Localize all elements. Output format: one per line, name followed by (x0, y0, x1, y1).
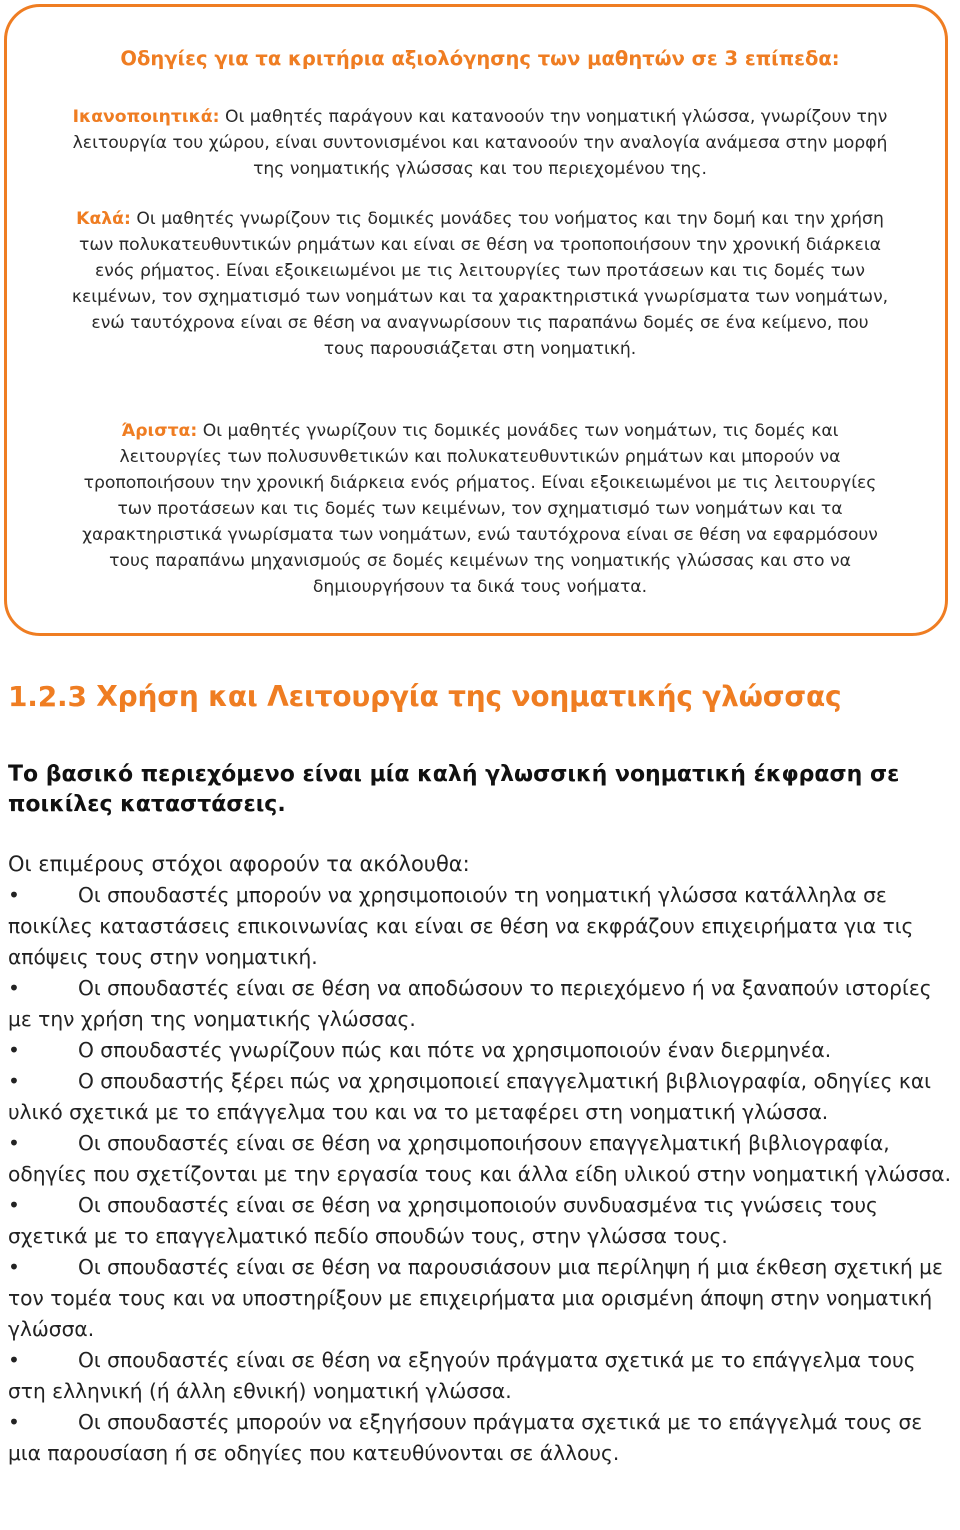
list-item (8, 1407, 953, 1469)
criteria-level-text: Οι μαθητές γνωρίζουν τις δομικές μονάδες του νοήματος και την δομή και την χρήση των πολυκατευθυντικών ρημάτων και είναι σε θέση να τροποποιήσουν την χρονική διάρκεια ενός ρήματος. Είναι εξοικειωμένοι με τις λειτουργίες των προτάσεων και τις δομές των κειμένων, τον σχηματισμό των νοημάτων και τα χαρακτηριστικά γνωρίσματα των νοημάτων, ενώ ταυτόχρονα είναι σε θέση να αναγνωρίσουν τις παραπάνω δομές σε ένα κείμενο, που τους παρουσιάζεται στη νοηματική. (71, 209, 889, 359)
list-item (8, 973, 953, 1035)
criteria-level-good (70, 206, 890, 362)
criteria-level-label: Καλά: (76, 209, 131, 229)
bullet-icon: • (8, 1193, 20, 1217)
objectives-list (8, 880, 953, 1469)
bullet-icon: • (8, 976, 20, 1000)
bullet-icon: • (8, 1038, 20, 1062)
objective-text: Οι σπουδαστές είναι σε θέση να παρουσιάσουν μια περίληψη ή μια έκθεση σχετική με τον τομέα τους και να υποστηρίξουν με επιχειρήματα μια ορισμένη άποψη στην νοηματική γλώσσα. (8, 1255, 943, 1341)
objective-text: Οι σπουδαστές είναι σε θέση να αποδώσουν το περιεχόμενο ή να ξαναπούν ιστορίες με την χρήση της νοηματικής γλώσσας. (8, 976, 932, 1031)
objective-text: Ο σπουδαστές γνωρίζουν πώς και πότε να χρησιμοποιούν έναν διερμηνέα. (78, 1038, 832, 1062)
criteria-level-text: Οι μαθητές παράγουν και κατανοούν την νοηματική γλώσσα, γνωρίζουν την λειτουργία του χώρου, είναι συντονισμένοι και κατανοούν την αναλογία ανάμεσα στην μορφή της νοηματικής γλώσσας και του περιεχομένου της. (72, 107, 888, 179)
objective-text: Οι σπουδαστές είναι σε θέση να εξηγούν πράγματα σχετικά με το επάγγελμα τους στη ελληνική (ή άλλη εθνική) νοηματική γλώσσα. (8, 1348, 916, 1403)
objectives-intro: Οι επιμέρους στόχοι αφορούν τα ακόλουθα: (8, 852, 470, 876)
criteria-level-label: Ικανοποιητικά: (72, 107, 220, 127)
list-item (8, 1345, 953, 1407)
bullet-icon: • (8, 1348, 20, 1372)
bullet-icon: • (8, 1131, 20, 1155)
bullet-icon: • (8, 883, 20, 907)
criteria-level-text: Οι μαθητές γνωρίζουν τις δομικές μονάδες των νοημάτων, τις δομές και λειτουργίες των πολυσυνθετικών και πολυκατευθυντικών ρημάτων και μπορούν να τροποποιήσουν την χρονική διάρκεια ενός ρήματος. Είναι εξοικειωμένοι με τις λειτουργίες των προτάσεων και τις δομές των κειμένων, τον σχηματισμό των νοημάτων και τα χαρακτηριστικά γνωρίσματα των νοημάτων, ενώ ταυτόχρονα είναι σε θέση να εφαρμόσουν τους παραπάνω μηχανισμούς σε δομές κειμένων της νοηματικής γλώσσας και στο να δημιουργήσουν τα δικά τους νοήματα. (82, 421, 878, 597)
list-item (8, 880, 953, 973)
objective-text: Οι σπουδαστές μπορούν να εξηγήσουν πράγματα σχετικά με το επάγγελμά τους σε μια παρουσίαση ή σε οδηγίες που κατευθύνονται σε άλλους. (8, 1410, 923, 1465)
list-item (8, 1190, 953, 1252)
objective-text: Ο σπουδαστής ξέρει πώς να χρησιμοποιεί επαγγελματική βιβλιογραφία, οδηγίες και υλικό σχετικά με το επάγγελμα του και να το μεταφέρει στη νοηματική γλώσσα. (8, 1069, 931, 1124)
list-item (8, 1035, 953, 1066)
bullet-icon: • (8, 1410, 20, 1434)
criteria-level-satisfactory (60, 104, 900, 182)
list-item (8, 1128, 953, 1190)
criteria-box-title: Οδηγίες για τα κριτήρια αξιολόγησης των μαθητών σε 3 επίπεδα: (120, 47, 840, 70)
section-lead: Το βασικό περιεχόμενο είναι μία καλή γλωσσική νοηματική έκφραση σε ποικίλες καταστάσεις. (8, 762, 900, 817)
bullet-icon: • (8, 1069, 20, 1093)
list-item (8, 1252, 953, 1345)
list-item (8, 1066, 953, 1128)
section-heading: 1.2.3 Χρήση και Λειτουργία της νοηματικής γλώσσας (8, 680, 842, 713)
objective-text: Οι σπουδαστές είναι σε θέση να χρησιμοποιούν συνδυασμένα τις γνώσεις τους σχετικά με το επαγγελματικό πεδίο σπουδών τους, στην γλώσσα τους. (8, 1193, 878, 1248)
criteria-level-label: Άριστα: (121, 421, 198, 441)
objective-text: Οι σπουδαστές μπορούν να χρησιμοποιούν τη νοηματική γλώσσα κατάλληλα σε ποικίλες καταστάσεις επικοινωνίας και είναι σε θέση να εκφράζουν επιχειρήματα για τις απόψεις τους στην νοηματική. (8, 883, 914, 969)
criteria-level-excellent (70, 418, 890, 600)
objective-text: Οι σπουδαστές είναι σε θέση να χρησιμοποιήσουν επαγγελματική βιβλιογραφία, οδηγίες που σχετίζονται με την εργασία τους και άλλα είδη υλικού στην νοηματική γλώσσα. (8, 1131, 952, 1186)
bullet-icon: • (8, 1255, 20, 1279)
